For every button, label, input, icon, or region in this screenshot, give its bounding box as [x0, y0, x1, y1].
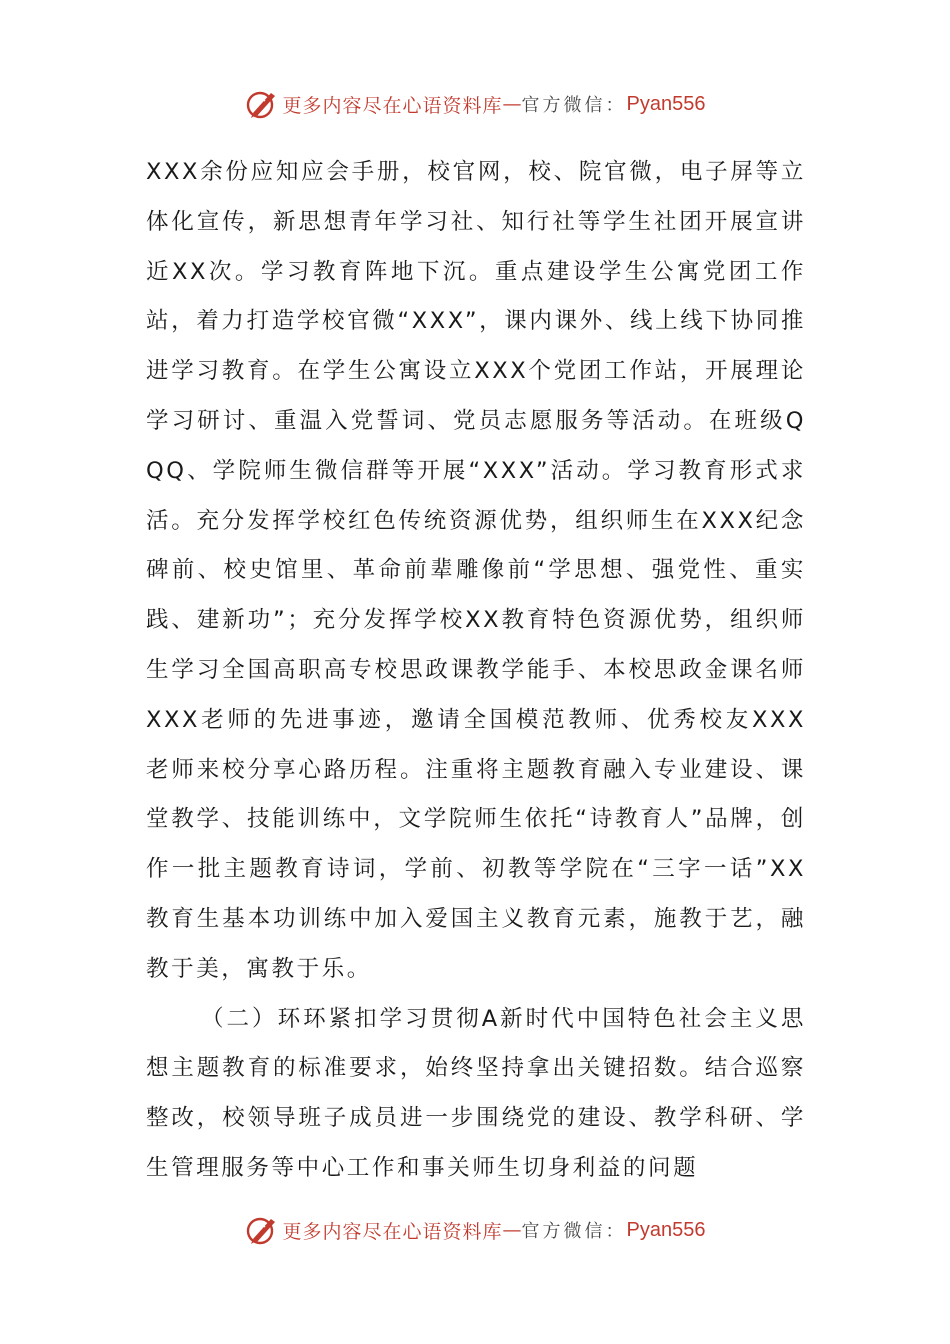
banner-wechat-label: 官方微信： — [521, 1221, 627, 1242]
body-paragraph: （二）环环紧扣学习贯彻A新时代中国特色社会主义思想主题教育的标准要求，始终坚持拿出关键招数。结合巡察整改，校领导班子成员进一步围绕党的建设、教学科研、学生管理服务等中心工作和事关师生切身利益的问题 — [146, 1005, 806, 1181]
banner-slogan: 更多内容尽在心语资料库 — [282, 94, 503, 117]
banner-slogan: 更多内容尽在心语资料库 — [282, 1220, 503, 1243]
document-body — [146, 148, 806, 1194]
banner-wechat-id: Pyan556 — [626, 92, 706, 115]
pen-circle-logo-icon — [245, 87, 279, 121]
banner-separator: — — [502, 1219, 522, 1241]
header-banner — [0, 84, 950, 124]
footer-banner — [0, 1210, 950, 1250]
banner-separator: — — [502, 93, 522, 115]
banner-wechat-id: Pyan556 — [626, 1218, 706, 1241]
body-paragraph: XXX余份应知应会手册，校官网，校、院官微，电子屏等立体化宣传，新思想青年学习社、知行社等学生社团开展宣讲近XX次。学习教育阵地下沉。重点建设学生公寓党团工作站，着力打造学校官微“XXX”，课内课外、线上线下协同推进学习教育。在学生公寓设立XXX个党团工作站，开展理论学习研讨、重温入党誓词、党员志愿服务等活动。在班级QQQ、学院师生微信群等开展“XXX”活动。学习教育形式求活。充分发挥学校红色传统资源优势，组织师生在XXX纪念碑前、校史馆里、革命前辈雕像前“学思想、强党性、重实践、建新功”；充分发挥学校XX教育特色资源优势，组织师生学习全国高职高专校思政课教学能手、本校思政金课名师XXX老师的先进事迹，邀请全国模范教师、优秀校友XXX老师来校分享心路历程。注重将主题教育融入专业建设、课堂教学、技能训练中，文学院师生依托“诗教育人”品牌，创作一批主题教育诗词，学前、初教等学院在“三字一话”XX教育生基本功训练中加入爱国主义教育元素，施教于艺，融教于美，寓教于乐。 — [146, 159, 806, 982]
banner-wechat-label: 官方微信： — [521, 95, 627, 116]
pen-circle-logo-icon — [245, 1213, 279, 1247]
